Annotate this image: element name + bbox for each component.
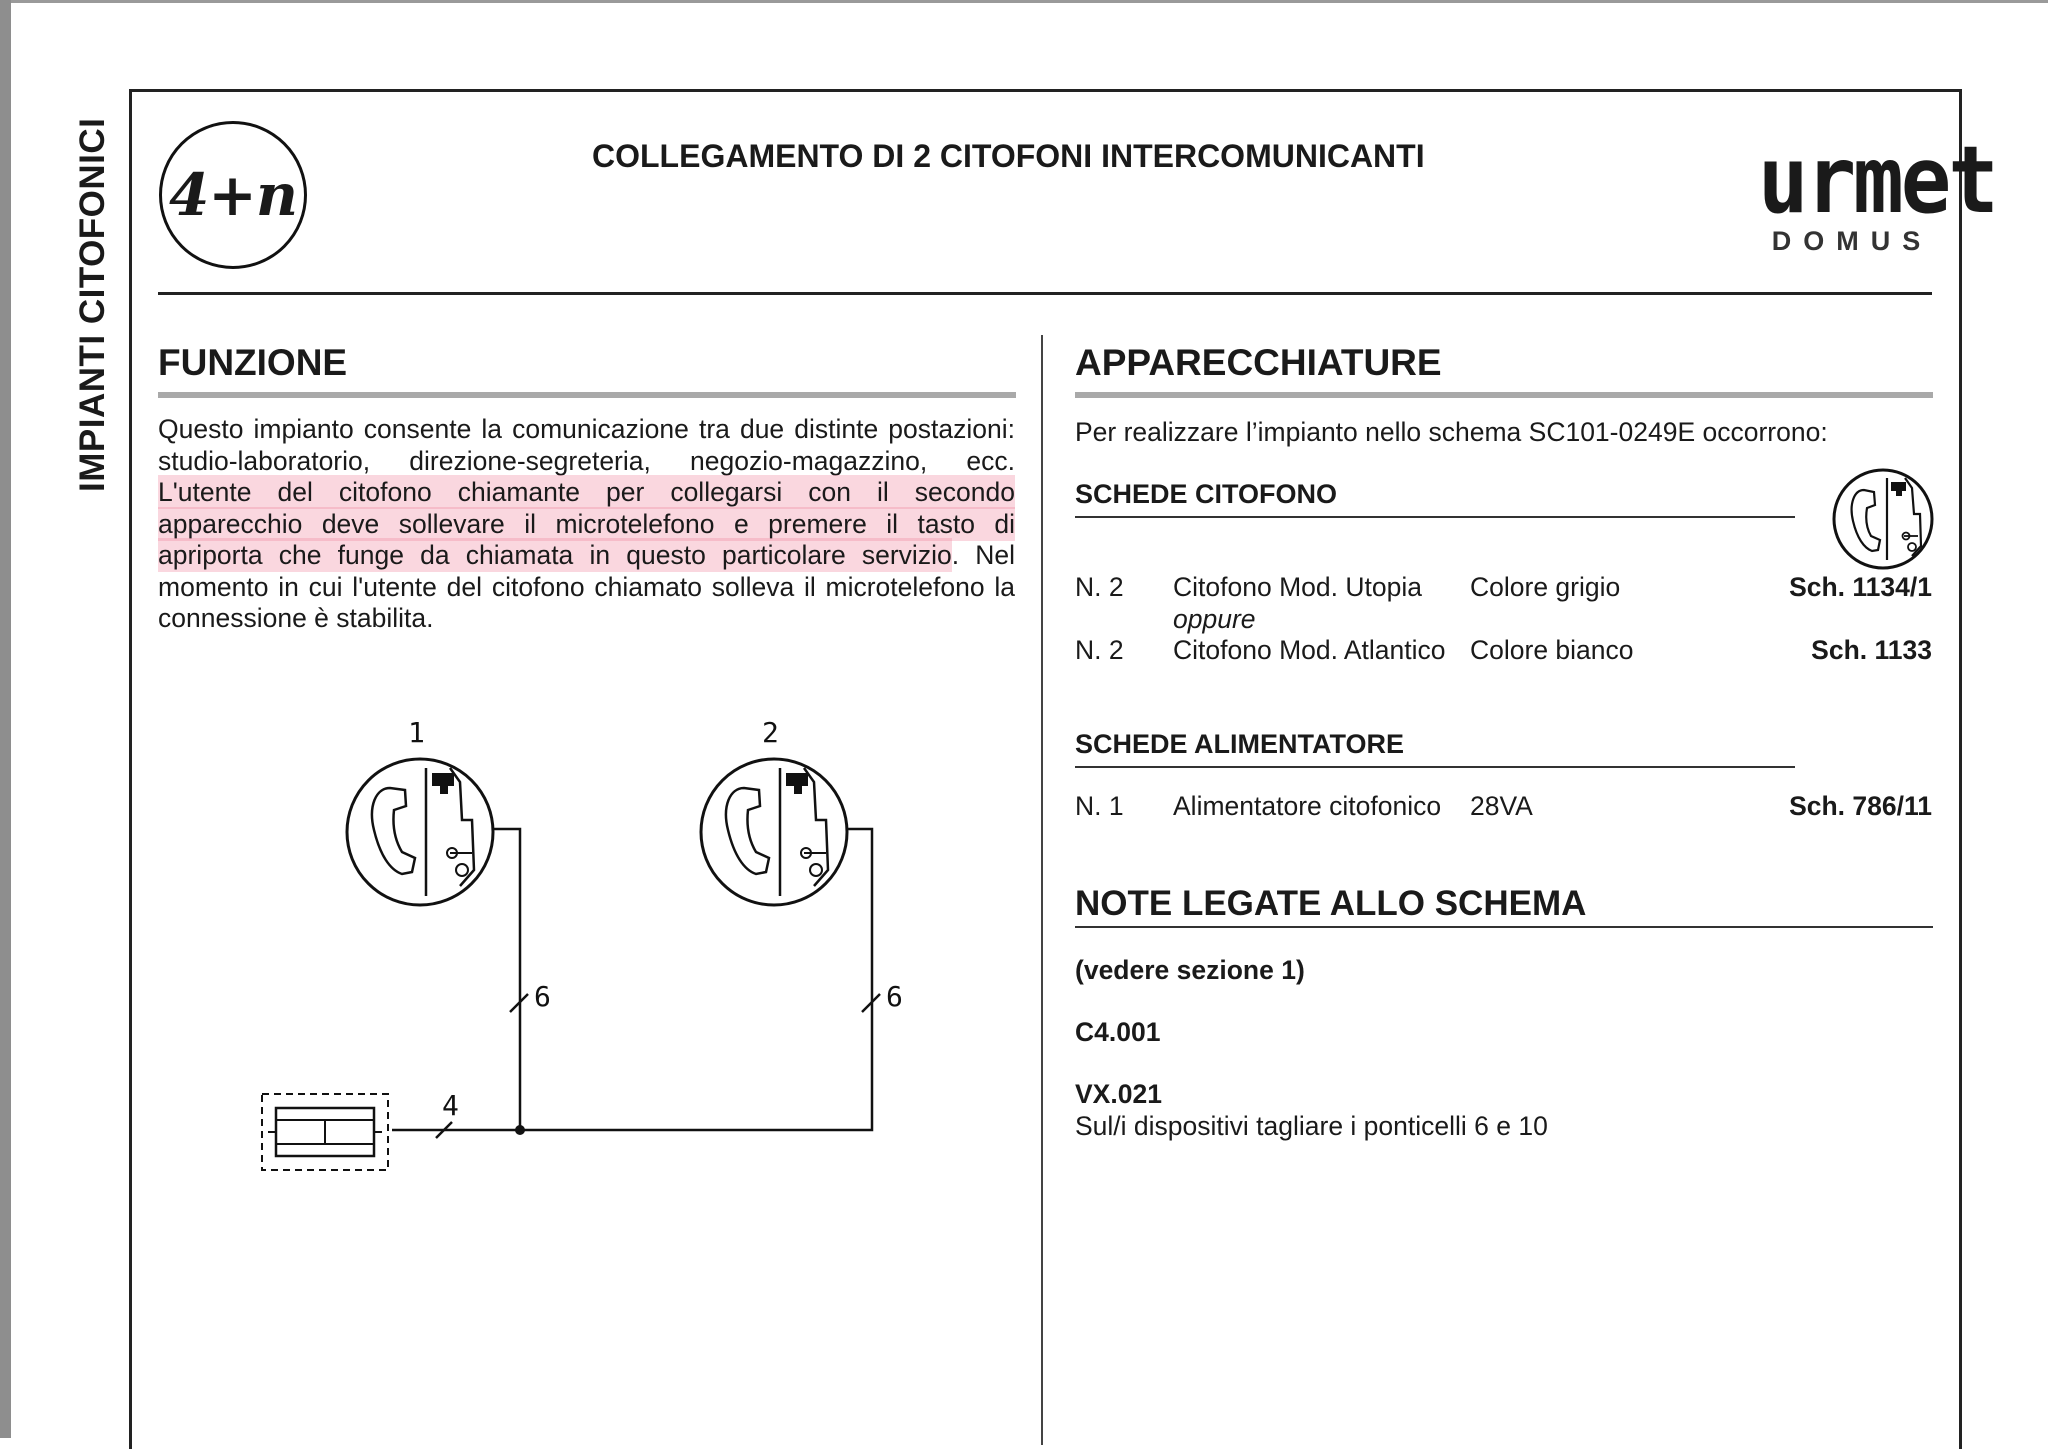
power-supply [262,1094,388,1170]
oppure-label: oppure [1173,604,1256,634]
item-qty: N. 2 [1075,635,1124,665]
note-code-2-text: Sul/i dispositivi tagliare i ponticelli 6 e 10 [1075,1111,1548,1141]
intercom-2 [701,716,847,905]
note-see-section: (vedere sezione 1) [1075,955,1305,985]
item-ref: Sch. 1134/1 [1789,572,1932,602]
supply-wire-count: 4 [442,1089,459,1122]
intercom-1 [347,716,493,905]
schede-alimentatore-heading: SCHEDE ALIMENTATORE [1075,729,1405,759]
wire-2-count: 6 [886,980,903,1013]
funzione-text-b: . Nel momento in cui l'utente del citofono chiamato solleva il microtelefono la connessione è stabilita. [158,540,1015,633]
note-heading: NOTE LEGATE ALLO SCHEMA [1075,884,1587,923]
item-desc: Alimentatore citofonico [1173,791,1442,821]
viewer-left-edge [0,0,11,1438]
note-code-2: VX.021 [1075,1079,1162,1109]
funzione-paragraph [158,414,1015,635]
funzione-rule [158,392,1016,398]
schede-citofono-rule [1075,516,1795,518]
item-color: Colore bianco [1470,635,1634,665]
item-ref: Sch. 1133 [1811,635,1932,665]
note-code-1: C4.001 [1075,1017,1161,1047]
intercom-1-label: 1 [408,716,425,749]
item-qty: N. 1 [1075,791,1124,821]
funzione-text-a: Questo impianto consente la comunicazione tra due distinte postazioni: studio-laboratorio, direzione-segreteria, negozio-magazzino, ecc. [158,414,1015,476]
item-desc: Citofono Mod. Atlantico [1173,635,1446,665]
schede-citofono-heading: SCHEDE CITOFONO [1075,479,1338,509]
item-color: 28VA [1470,791,1533,821]
apparecchiature-rule [1075,392,1933,398]
wire-junction [515,1125,525,1135]
funzione-text-highlighted: L'utente del citofono chiamante per collegarsi con il secondo apparecchio deve sollevare il microtelefono e premere il tasto di apriporta che funge da chiamata in questo particolare servizio [158,477,1015,570]
page-title: COLLEGAMENTO DI 2 CITOFONI INTERCOMUNICANTI [592,138,1425,174]
brand-sub: DOMUS [1771,226,1933,256]
header-rule [158,292,1932,295]
funzione-heading: FUNZIONE [158,342,348,383]
brand-name: urmet [1758,126,1996,234]
apparecchiature-intro: Per realizzare l’impianto nello schema SC101-0249E occorrono: [1075,417,1828,447]
wire-1-count: 6 [534,980,551,1013]
system-logo-badge: 4+n [159,121,307,269]
note-rule [1075,926,1933,928]
top-border [0,0,2048,3]
brand-logo [1758,126,1996,257]
item-ref: Sch. 786/11 [1789,791,1932,821]
wiring-diagram [250,710,903,1180]
apparecchiature-heading: APPARECCHIATURE [1075,342,1442,383]
item-desc: Citofono Mod. Utopia [1173,572,1422,602]
intercom-2-label: 2 [762,716,779,749]
item-color: Colore grigio [1470,572,1621,602]
column-divider [1041,335,1043,1445]
schede-alimentatore-rule [1075,766,1795,768]
item-qty: N. 2 [1075,572,1124,602]
intercom-icon [1830,466,1936,572]
side-title: IMPIANTI CITOFONICI [73,117,112,492]
